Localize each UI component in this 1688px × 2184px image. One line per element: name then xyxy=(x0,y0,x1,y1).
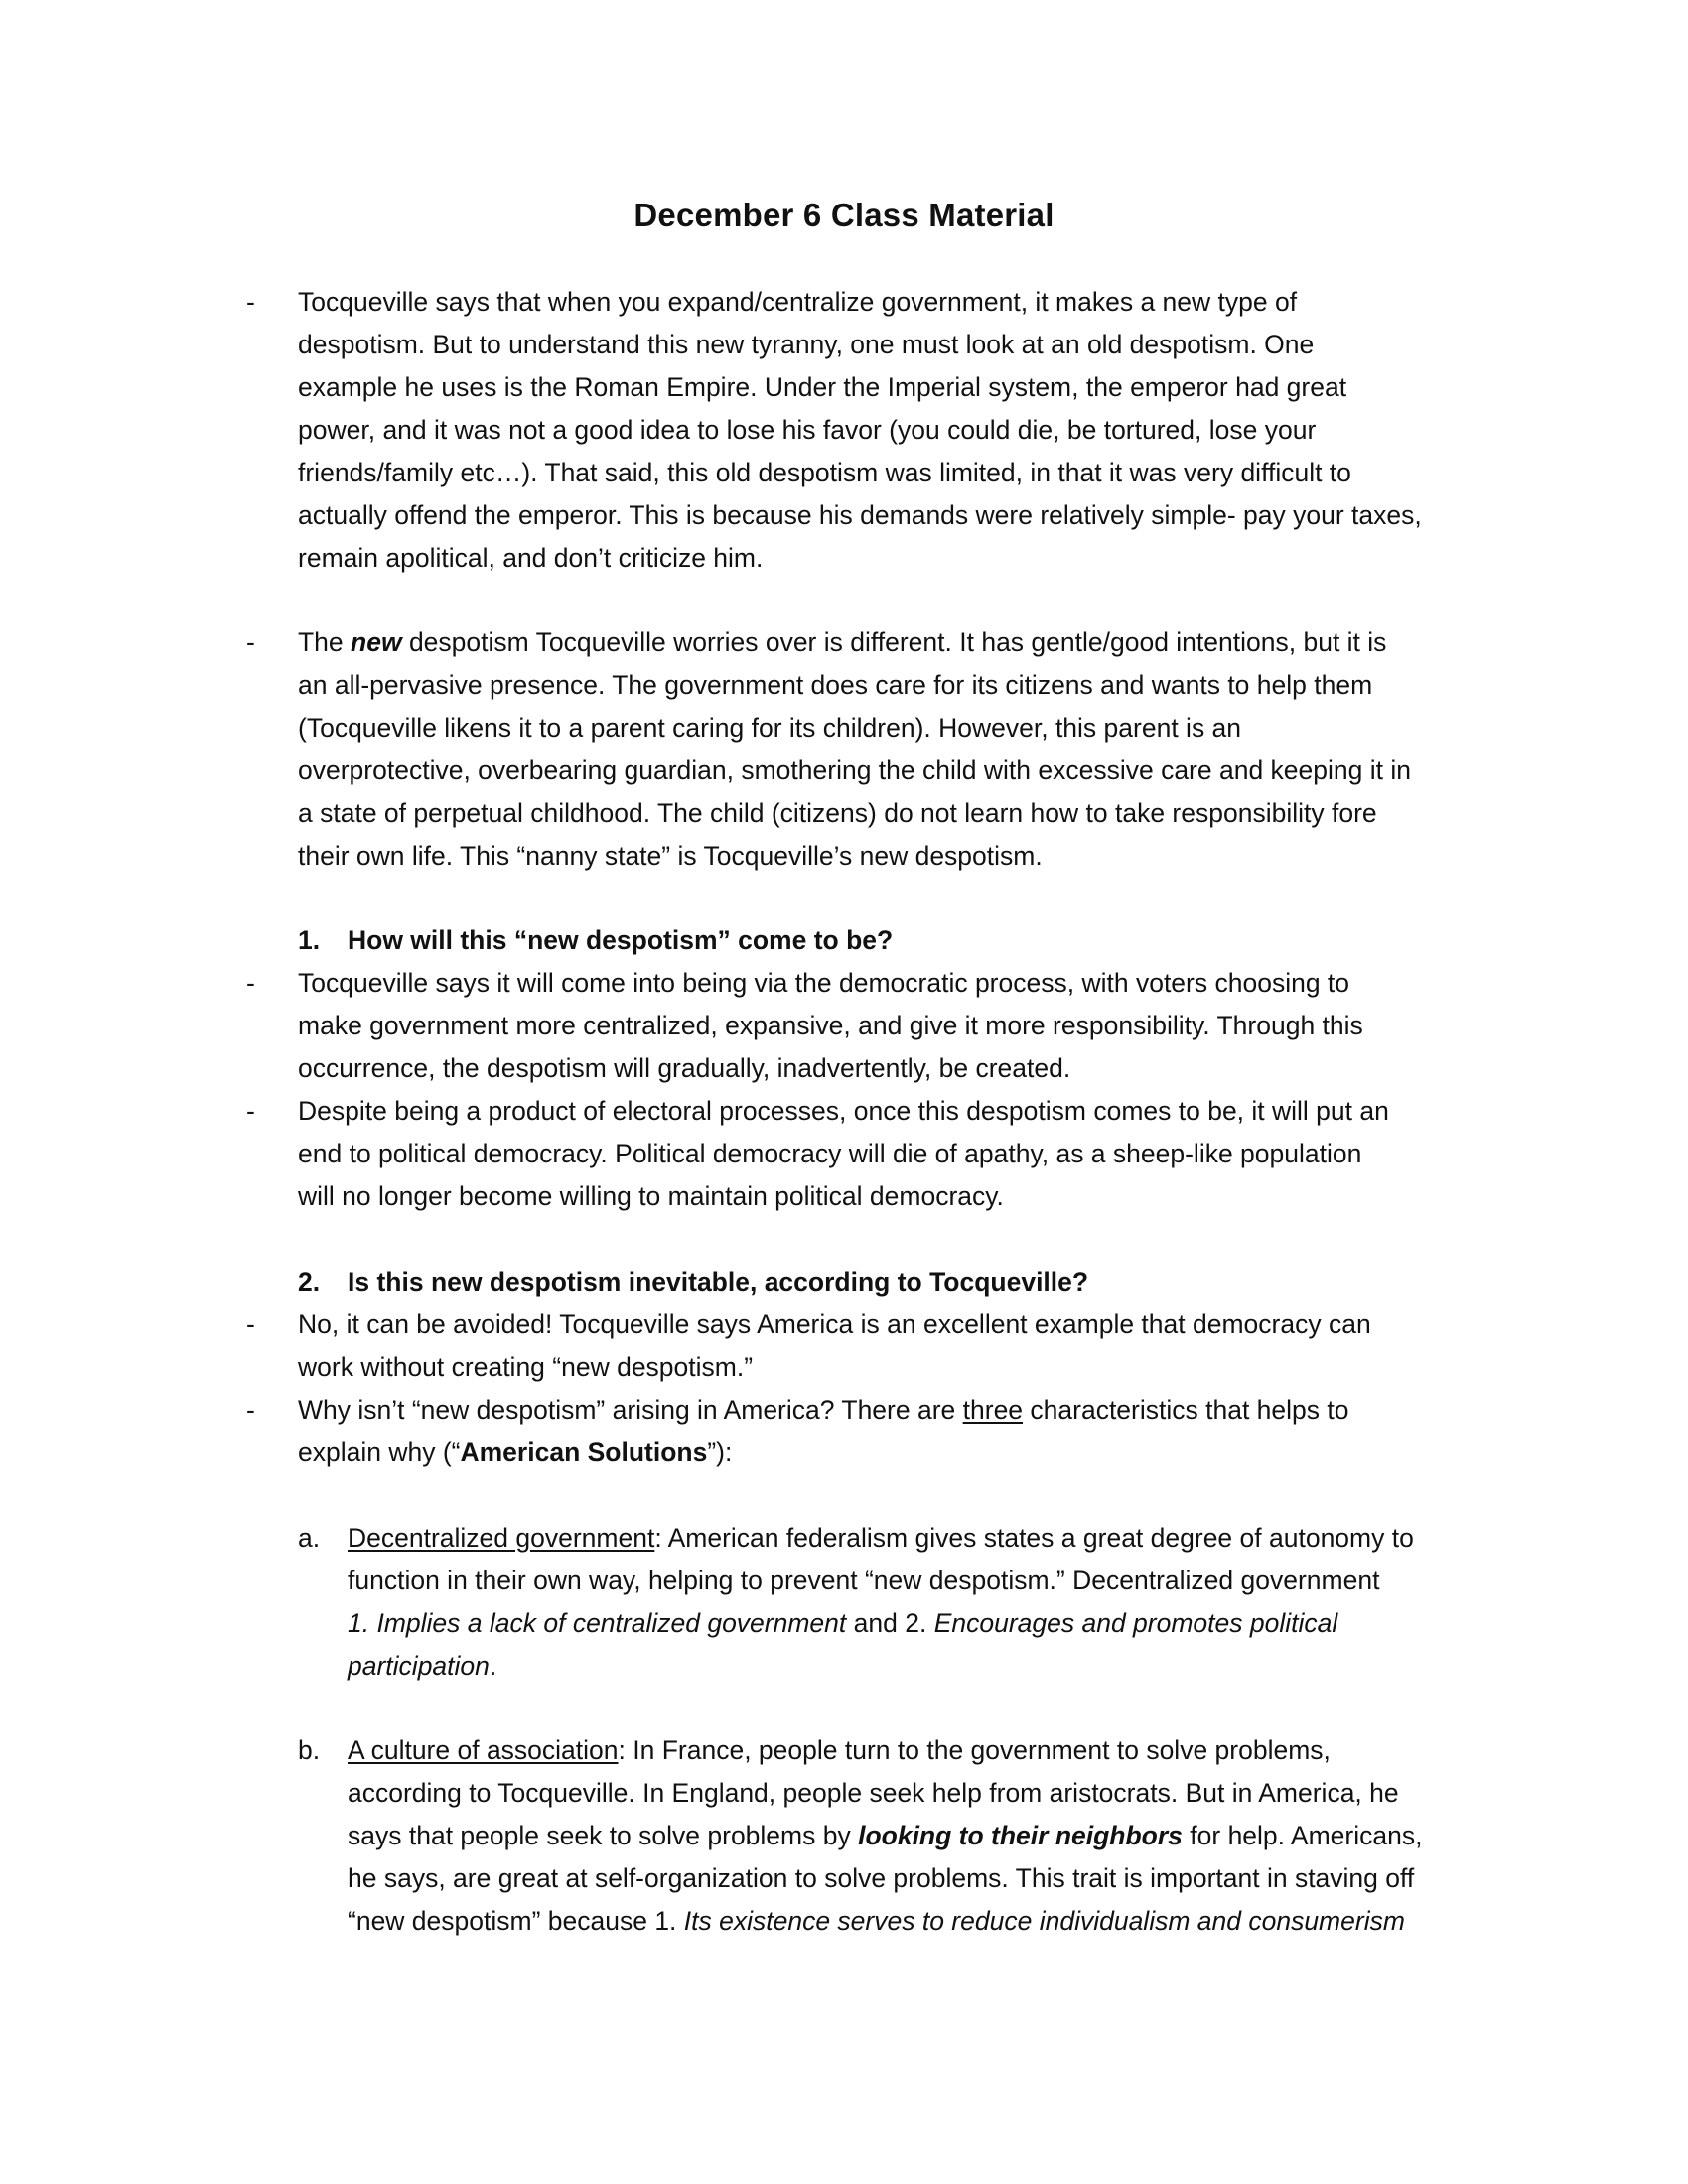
text-line: a state of perpetual childhood. The child (citizens) do not learn how to take responsibility fore xyxy=(298,798,1377,828)
text-line: power, and it was not a good idea to lose his favor (you could die, be tortured, lose your xyxy=(298,415,1317,445)
text-line: despotism. But to understand this new tyranny, one must look at an old despotism. One xyxy=(298,330,1315,359)
list-letter: b. xyxy=(298,1735,321,1765)
question-number: 1. xyxy=(298,925,321,955)
text-line: Tocqueville says it will come into being via the democratic process, with voters choosing to xyxy=(298,968,1350,998)
item-heading: Decentralized government xyxy=(348,1523,655,1553)
question-heading: How will this “new despotism” come to be? xyxy=(348,925,894,955)
paragraph-american-solutions xyxy=(298,1389,1499,1474)
underlined-three: three xyxy=(962,1395,1024,1425)
emphasis-new: new xyxy=(351,627,402,657)
item-culture-of-association xyxy=(348,1729,1499,1943)
bullet-dash: - xyxy=(246,968,255,998)
bullet-dash: - xyxy=(246,1309,255,1339)
text-run: despotism Tocqueville worries over is different. It has gentle/good intentions, but it is xyxy=(401,627,1387,657)
text-run: characteristics that helps to xyxy=(1023,1395,1349,1425)
text-line xyxy=(348,1815,1499,1857)
question-number: 2. xyxy=(298,1267,321,1297)
text-line: remain apolitical, and don’t criticize him. xyxy=(298,543,764,573)
bullet-dash: - xyxy=(246,1096,255,1126)
text-line: example he uses is the Roman Empire. Under the Imperial system, the emperor had great xyxy=(298,372,1347,402)
text-line xyxy=(348,1602,1499,1645)
item-heading: A culture of association xyxy=(348,1735,619,1765)
text-line xyxy=(348,1645,1499,1688)
text-line: Despite being a product of electoral processes, once this despotism comes to be, it will put an xyxy=(298,1096,1389,1126)
text-line xyxy=(348,1729,1499,1772)
text-line: (Tocqueville likens it to a parent caring for its children). However, this parent is an xyxy=(298,713,1242,743)
text-line xyxy=(348,1900,1499,1943)
bullet-dash: - xyxy=(246,627,255,657)
text-line: work without creating “new despotism.” xyxy=(298,1352,754,1382)
paragraph-new-despotism xyxy=(298,621,1499,878)
bold-american-solutions: American Solutions xyxy=(460,1437,708,1467)
text-line: occurrence, the despotism will gradually, inadvertently, be created. xyxy=(298,1053,1071,1083)
text-line: No, it can be avoided! Tocqueville says America is an excellent example that democracy can xyxy=(298,1309,1371,1339)
paragraph-q1-consequence xyxy=(298,1090,1499,1218)
text-line: actually offend the emperor. This is because his demands were relatively simple- pay your taxes, xyxy=(298,500,1422,530)
bullet-dash: - xyxy=(246,1395,255,1425)
paragraph-q2-answer xyxy=(298,1303,1499,1389)
italic-run: Encourages and promotes political xyxy=(933,1608,1338,1638)
text-line: according to Tocqueville. In England, people seek help from aristocrats. But in America, he xyxy=(348,1778,1399,1808)
text-run: explain why (“ xyxy=(298,1437,461,1467)
italic-run: participation xyxy=(348,1651,490,1681)
question-heading: Is this new despotism inevitable, according to Tocqueville? xyxy=(348,1267,1089,1297)
text-run: for help. Americans, xyxy=(1182,1821,1423,1850)
list-letter: a. xyxy=(298,1523,321,1553)
text-line: their own life. This “nanny state” is Tocqueville’s new despotism. xyxy=(298,841,1043,871)
text-run: says that people seek to solve problems by xyxy=(348,1821,859,1850)
bold-italic-run: looking to their neighbors xyxy=(858,1821,1183,1850)
text-run: Why isn’t “new despotism” arising in America? There are xyxy=(298,1395,963,1425)
text-line: function in their own way, helping to prevent “new despotism.” Decentralized government xyxy=(348,1566,1380,1595)
text-line: end to political democracy. Political democracy will die of apathy, as a sheep-like population xyxy=(298,1139,1362,1168)
text-run: : In France, people turn to the government to solve problems, xyxy=(618,1735,1331,1765)
text-line: Tocqueville says that when you expand/centralize government, it makes a new type of xyxy=(298,287,1298,317)
page-title: December 6 Class Material xyxy=(633,197,1055,233)
bullet-dash: - xyxy=(246,287,255,317)
text-run: and 2. xyxy=(846,1608,934,1638)
text-run: ”): xyxy=(707,1437,733,1467)
text-run: : American federalism gives states a great degree of autonomy to xyxy=(654,1523,1414,1553)
paragraph-q1-answer xyxy=(298,962,1499,1090)
text-line: make government more centralized, expansive, and give it more responsibility. Through this xyxy=(298,1011,1363,1040)
italic-run: 1. Implies a lack of centralized government xyxy=(348,1608,847,1638)
text-run: “new despotism” because 1. xyxy=(348,1906,684,1936)
text-line xyxy=(348,1517,1499,1560)
text-line: friends/family etc…). That said, this old despotism was limited, in that it was very difficult to xyxy=(298,458,1351,487)
text-line: an all-pervasive presence. The government does care for its citizens and wants to help them xyxy=(298,670,1373,700)
text-line: will no longer become willing to maintain political democracy. xyxy=(298,1181,1004,1211)
italic-run: Its existence serves to reduce individualism and consumerism xyxy=(683,1906,1405,1936)
text-line xyxy=(298,621,1499,664)
text-line xyxy=(298,1432,1499,1474)
text-run: . xyxy=(489,1651,497,1681)
item-decentralized-government xyxy=(348,1517,1499,1688)
paragraph-old-despotism xyxy=(298,281,1499,580)
text-line: he says, are great at self-organization to solve problems. This trait is important in staving off xyxy=(348,1863,1415,1893)
text-line xyxy=(298,1389,1499,1432)
text-run: The xyxy=(298,627,352,657)
text-line: overprotective, overbearing guardian, smothering the child with excessive care and keeping it in xyxy=(298,755,1411,785)
